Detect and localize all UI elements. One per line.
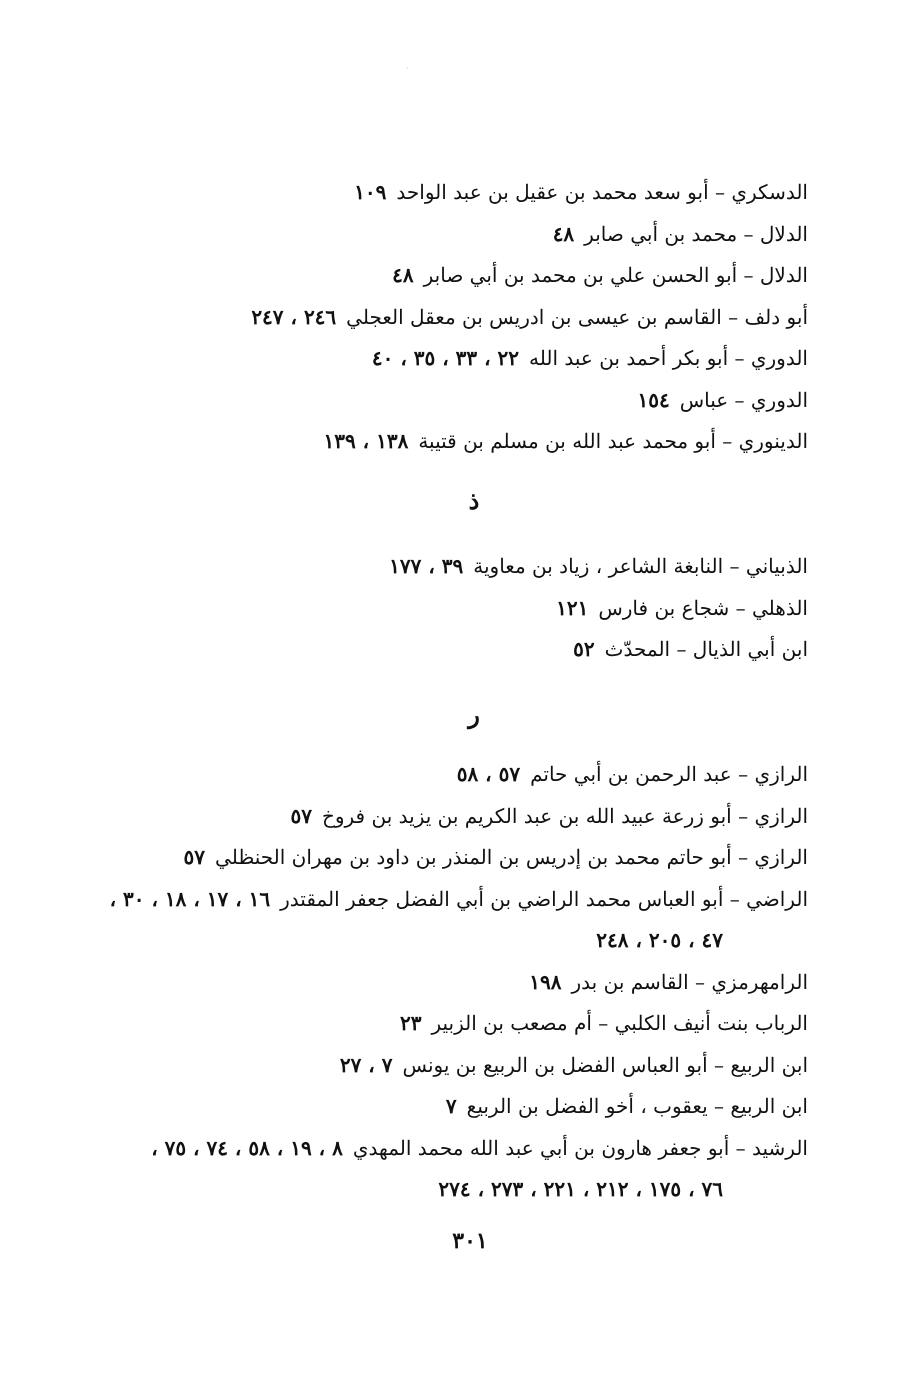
entry-name: الرازي – أبو حاتم محمد بن إدريس بن المنذر بن داود بن مهران الحنظلي bbox=[215, 845, 808, 869]
entry-pages: ١٣٨ ، ١٣٩ bbox=[323, 429, 409, 453]
index-entry bbox=[110, 1003, 808, 1045]
entry-name: أبو دلف – القاسم بن عيسى بن ادريس بن معقل العجلي bbox=[346, 304, 808, 329]
entry-name: الراضي – أبو العباس محمد الراضي بن أبي الفضل جعفر المقتدر bbox=[280, 886, 808, 911]
entry-name: الدوري – أبو بكر أحمد بن عبد الله bbox=[529, 346, 808, 370]
index-entry bbox=[251, 380, 808, 422]
paper-speck-decoration: · bbox=[406, 64, 409, 73]
entry-pages: ٨ ، ١٩ ، ٥٨ ، ٧٤ ، ٧٥ ، bbox=[151, 1135, 343, 1160]
entry-name: الرازي – أبو زرعة عبيد الله بن عبد الكريم بن يزيد بن فروخ bbox=[321, 803, 808, 828]
entry-name: الدلال – محمد بن أبي صابر bbox=[584, 221, 808, 246]
section-letter-ra: ر bbox=[468, 700, 480, 729]
entry-name: الذهلي – شجاع بن فارس bbox=[598, 595, 808, 620]
entry-pages: ٤٧ ، ٢٠٥ ، ٢٤٨ bbox=[596, 928, 723, 952]
entry-name: الرامهرمزي – القاسم بن بدر bbox=[571, 969, 808, 994]
index-entry bbox=[389, 588, 808, 630]
entry-name: الذبياني – النابغة الشاعر ، زياد بن معاوية bbox=[473, 554, 808, 578]
entry-name: ابن أبي الذيال – المحدّث bbox=[604, 637, 808, 661]
index-entry bbox=[110, 1128, 808, 1170]
entry-pages: ٧٦ ، ١٧٥ ، ٢١٢ ، ٢٢١ ، ٢٧٣ ، ٢٧٤ bbox=[438, 1177, 723, 1201]
entry-pages: ١٢١ bbox=[556, 595, 589, 620]
page-number: ٣٠١ bbox=[452, 1228, 488, 1254]
index-entry bbox=[251, 297, 808, 339]
section-ra-list bbox=[110, 754, 808, 1211]
entry-pages: ٥٢ bbox=[573, 637, 595, 661]
entry-pages: ٥٧ ، ٥٨ bbox=[456, 762, 521, 786]
index-entry bbox=[110, 962, 808, 1004]
entry-name: الدوري – عباس bbox=[679, 387, 808, 412]
section-dal-list bbox=[251, 172, 808, 463]
index-entry bbox=[389, 629, 808, 671]
index-entry bbox=[251, 338, 808, 380]
entry-name: الدلال – أبو الحسن علي بن محمد بن أبي صابر bbox=[423, 263, 808, 287]
entry-pages: ٤٨ bbox=[392, 263, 414, 287]
entry-pages: ٧ ، ٢٧ bbox=[339, 1052, 393, 1077]
entry-pages: ٤٨ bbox=[552, 221, 575, 246]
index-entry bbox=[110, 1045, 808, 1087]
entry-pages: ١٠٩ bbox=[354, 180, 387, 204]
index-entry-continuation bbox=[110, 920, 808, 962]
section-dhal-list bbox=[389, 546, 808, 671]
index-entry bbox=[110, 796, 808, 838]
index-entry bbox=[389, 546, 808, 588]
entry-name: الدسكري – أبو سعد محمد بن عقيل بن عبد الواحد bbox=[396, 180, 808, 204]
entry-name: الرازي – عبد الرحمن بن أبي حاتم bbox=[530, 762, 808, 786]
entry-pages: ٣٩ ، ١٧٧ bbox=[389, 554, 464, 578]
index-entry bbox=[251, 172, 808, 214]
entry-pages: ٧ bbox=[445, 1094, 457, 1118]
index-entry bbox=[110, 879, 808, 921]
entry-pages: ٥٧ bbox=[290, 803, 312, 828]
entry-name: الرشيد – أبو جعفر هارون بن أبي عبد الله محمد المهدي bbox=[352, 1135, 808, 1160]
entry-name: ابن الربيع – يعقوب ، أخو الفضل بن الربيع bbox=[466, 1094, 808, 1118]
entry-name: الرباب بنت أنيف الكلبي – أم مصعب بن الزبير bbox=[431, 1011, 808, 1035]
index-entry bbox=[251, 255, 808, 297]
entry-pages: ١٥٤ bbox=[637, 387, 670, 412]
entry-pages: ٢٣ bbox=[399, 1011, 422, 1035]
index-entry bbox=[110, 754, 808, 796]
entry-pages: ٢٢ ، ٣٣ ، ٣٥ ، ٤٠ bbox=[371, 346, 520, 370]
entry-pages: ٢٤٦ ، ٢٤٧ bbox=[251, 304, 337, 329]
index-entry-continuation bbox=[110, 1169, 808, 1211]
index-entry bbox=[110, 1086, 808, 1128]
section-letter-dhal: ذ bbox=[468, 486, 480, 515]
entry-pages: ١٩٨ bbox=[529, 969, 562, 994]
index-entry bbox=[251, 214, 808, 256]
entry-pages: ١٦ ، ١٧ ، ١٨ ، ٣٠ ، bbox=[109, 886, 271, 911]
index-entry bbox=[110, 837, 808, 879]
index-entry bbox=[251, 421, 808, 463]
entry-name: ابن الربيع – أبو العباس الفضل بن الربيع بن يونس bbox=[402, 1052, 808, 1077]
entry-pages: ٥٧ bbox=[183, 845, 206, 869]
entry-name: الدينوري – أبو محمد عبد الله بن مسلم بن قتيبة bbox=[418, 429, 808, 453]
